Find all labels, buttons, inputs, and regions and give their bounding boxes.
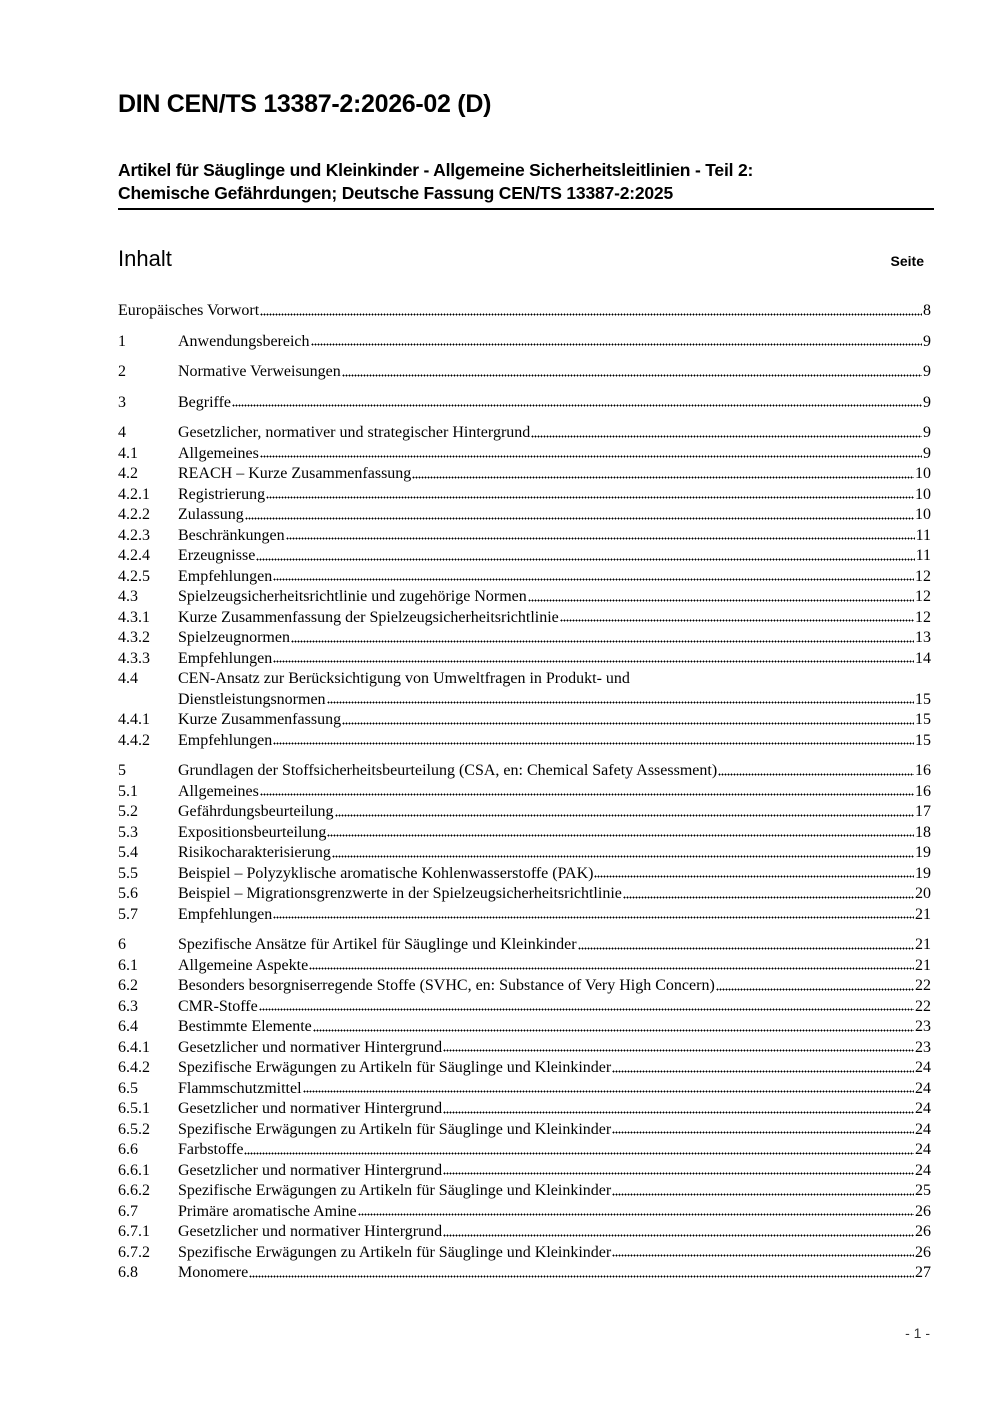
toc-entry-continuation[interactable] <box>118 690 931 711</box>
toc-entry-number: 4.1 <box>118 444 138 462</box>
toc-entry[interactable] <box>118 505 931 526</box>
toc-entry[interactable] <box>118 301 931 322</box>
toc-entry-number: 4.4.2 <box>118 731 150 749</box>
toc-entry-number: 5.6 <box>118 885 138 902</box>
toc-entry-number: 3 <box>118 393 126 411</box>
toc-entry-title-continued: Dienstleistungsnormen <box>178 690 326 708</box>
toc-entry[interactable] <box>118 567 931 588</box>
toc-dot-leader <box>612 1131 914 1135</box>
toc-entry-number: 4.2.2 <box>118 506 150 523</box>
toc-entry[interactable] <box>118 935 931 956</box>
toc-entry-number: 2 <box>118 363 126 380</box>
toc-entry-title: Begriffe <box>178 393 232 411</box>
toc-entry-page: 12 <box>915 588 931 605</box>
toc-entry-title: Gesetzlicher und normativer Hintergrund <box>178 1223 443 1240</box>
toc-dot-leader <box>412 476 914 480</box>
toc-dot-leader <box>327 834 914 838</box>
toc-entry[interactable] <box>118 464 931 485</box>
toc-dot-leader <box>623 896 914 900</box>
toc-entry-page: 25 <box>915 1182 931 1199</box>
toc-dot-leader <box>560 619 914 623</box>
toc-entry-number: 4.3 <box>118 588 138 605</box>
toc-entry[interactable] <box>118 905 931 926</box>
toc-entry-title: Spezifische Erwägungen zu Artikeln für Säuglinge und Kleinkinder <box>178 1059 612 1076</box>
toc-entry[interactable] <box>118 864 931 885</box>
toc-dot-leader <box>273 742 914 746</box>
toc-entry-title: Beispiel – Migrationsgrenzwerte in der Spielzeugsicherheitsrichtlinie <box>178 885 622 902</box>
toc-entry-title: Kurze Zusammenfassung der Spielzeugsicherheitsrichtlinie <box>178 608 559 626</box>
toc-entry-page: 11 <box>915 526 931 544</box>
toc-entry-page: 24 <box>915 1141 931 1158</box>
toc-entry-number: 6.6.2 <box>118 1182 150 1199</box>
table-of-contents <box>118 301 931 1284</box>
toc-entry-page: 26 <box>915 1202 931 1220</box>
toc-entry-number: 6.5.2 <box>118 1120 150 1138</box>
toc-entry[interactable] <box>118 1120 931 1141</box>
toc-dot-leader <box>273 578 914 582</box>
toc-entry[interactable] <box>118 669 931 690</box>
toc-entry-number: 4.2 <box>118 465 138 482</box>
toc-entry-title: CMR-Stoffe <box>178 997 258 1015</box>
toc-entry[interactable] <box>118 1202 931 1223</box>
toc-dot-leader <box>273 660 914 664</box>
toc-entry-page: 12 <box>915 608 931 626</box>
toc-entry[interactable] <box>118 332 931 353</box>
toc-entry-title: Farbstoffe <box>178 1141 244 1158</box>
toc-entry-number: 5.4 <box>118 844 138 861</box>
toc-dot-leader <box>273 916 914 920</box>
toc-dot-leader <box>260 793 914 797</box>
toc-entry-title: Spielzeugsicherheitsrichtlinie und zugehörige Normen <box>178 588 527 605</box>
toc-dot-leader <box>256 558 914 562</box>
toc-entry-title: Flammschutzmittel <box>178 1079 302 1097</box>
toc-entry-page: 19 <box>915 844 931 861</box>
toc-entry[interactable] <box>118 710 931 731</box>
toc-entry-title: Besonders besorgniserregende Stoffe (SVHC, en: Substance of Very High Concern) <box>178 977 715 994</box>
toc-entry-title: Gesetzlicher, normativer und strategischer Hintergrund <box>178 424 531 441</box>
toc-entry-page: 9 <box>923 363 931 380</box>
toc-entry-page: 16 <box>915 782 931 800</box>
toc-entry-page: 24 <box>915 1100 931 1117</box>
toc-entry[interactable] <box>118 1099 931 1120</box>
toc-entry-number: 4.2.3 <box>118 526 150 544</box>
toc-dot-leader <box>332 855 914 859</box>
toc-entry[interactable] <box>118 1058 931 1079</box>
toc-entry-title: Spezifische Erwägungen zu Artikeln für Säuglinge und Kleinkinder <box>178 1243 612 1261</box>
toc-entry-number: 4.3.1 <box>118 608 150 626</box>
toc-entry[interactable] <box>118 1161 931 1182</box>
toc-entry-page: 8 <box>923 302 931 319</box>
toc-entry[interactable] <box>118 1038 931 1059</box>
toc-dot-leader <box>335 814 914 818</box>
toc-entry-title: Empfehlungen <box>178 905 273 923</box>
toc-entry-page: 9 <box>923 393 931 411</box>
toc-entry[interactable] <box>118 362 931 383</box>
toc-entry-title: Gefährdungsbeurteilung <box>178 803 334 820</box>
toc-entry[interactable] <box>118 1263 931 1284</box>
toc-entry-title: Spielzeugnormen <box>178 629 290 646</box>
toc-entry-page: 24 <box>915 1059 931 1076</box>
toc-dot-leader <box>612 1193 914 1197</box>
toc-entry[interactable] <box>118 587 931 608</box>
toc-entry[interactable] <box>118 956 931 977</box>
toc-entry-title: Primäre aromatische Amine <box>178 1202 357 1220</box>
toc-dot-leader <box>716 988 914 992</box>
toc-entry-number: 6.2 <box>118 977 138 994</box>
toc-dot-leader <box>578 947 914 951</box>
toc-dot-leader <box>232 404 922 408</box>
toc-entry[interactable] <box>118 393 931 414</box>
toc-entry[interactable] <box>118 731 931 752</box>
toc-entry[interactable] <box>118 823 931 844</box>
toc-entry-number: 6.7.2 <box>118 1243 150 1261</box>
toc-dot-leader <box>313 1029 914 1033</box>
toc-entry-number: 4.2.5 <box>118 567 150 585</box>
toc-dot-leader <box>303 1090 914 1094</box>
document-subtitle <box>118 159 934 210</box>
toc-entry[interactable] <box>118 628 931 649</box>
toc-entry-page: 15 <box>915 711 931 728</box>
toc-entry-number: 6.6 <box>118 1141 138 1158</box>
toc-entry-title: Beschränkungen <box>178 526 285 544</box>
toc-entry-title: Gesetzlicher und normativer Hintergrund <box>178 1161 443 1179</box>
toc-entry[interactable] <box>118 884 931 905</box>
toc-entry-title: Allgemeines <box>178 782 259 800</box>
toc-dot-leader <box>291 640 914 644</box>
toc-entry-number: 4.2.1 <box>118 485 150 503</box>
toc-dot-leader <box>266 496 914 500</box>
toc-entry-page: 26 <box>915 1223 931 1240</box>
toc-entry-number: 4.2.4 <box>118 547 150 564</box>
toc-entry-number: 5.5 <box>118 864 138 882</box>
toc-entry-number: 6.7.1 <box>118 1223 150 1240</box>
toc-entry-title: Empfehlungen <box>178 731 273 749</box>
toc-dot-leader <box>327 701 914 705</box>
toc-entry-number: 4.3.2 <box>118 629 150 646</box>
toc-entry-title: Beispiel – Polyzyklische aromatische Kohlenwasserstoffe (PAK) <box>178 864 594 882</box>
toc-entry-page: 24 <box>915 1161 931 1179</box>
toc-entry-page: 12 <box>915 567 931 585</box>
toc-dot-leader <box>718 773 914 777</box>
toc-entry-page: 13 <box>915 629 931 646</box>
toc-entry-page: 15 <box>915 731 931 749</box>
toc-entry-page: 23 <box>915 1018 931 1035</box>
toc-entry-number: 6.1 <box>118 956 138 974</box>
subtitle-line-2: Chemische Gefährdungen; Deutsche Fassung CEN/TS 13387-2:2025 <box>118 183 673 203</box>
toc-heading: Inhalt <box>118 246 172 271</box>
toc-entry[interactable] <box>118 444 931 465</box>
toc-entry-title: Allgemeine Aspekte <box>178 956 309 974</box>
toc-entry-page: 10 <box>915 506 931 523</box>
toc-entry-page: 15 <box>915 690 931 708</box>
toc-entry[interactable] <box>118 526 931 547</box>
toc-entry[interactable] <box>118 843 931 864</box>
toc-entry-page: 9 <box>923 444 931 462</box>
toc-entry-page: 26 <box>915 1243 931 1261</box>
toc-dot-leader <box>249 1275 914 1279</box>
toc-entry[interactable] <box>118 761 931 782</box>
toc-entry-title: Empfehlungen <box>178 567 273 585</box>
toc-entry-page: 22 <box>915 977 931 994</box>
document-id: DIN CEN/TS 13387-2:2026-02 (D) <box>118 90 492 118</box>
toc-dot-leader <box>531 435 922 439</box>
toc-dot-leader <box>443 1234 914 1238</box>
toc-entry-number: 5 <box>118 762 126 779</box>
toc-entry-number: 5.7 <box>118 905 138 923</box>
toc-entry-page: 11 <box>915 547 931 564</box>
toc-entry-number: 5.1 <box>118 782 138 800</box>
toc-entry-title: Allgemeines <box>178 444 259 462</box>
toc-entry-title: Expositionsbeurteilung <box>178 823 327 841</box>
toc-dot-leader <box>358 1213 914 1217</box>
toc-entry-number: 6.5 <box>118 1079 138 1097</box>
toc-entry-title: Registrierung <box>178 485 266 503</box>
toc-entry[interactable] <box>118 976 931 997</box>
toc-entry-page: 24 <box>915 1120 931 1138</box>
toc-dot-leader <box>528 599 914 603</box>
toc-entry[interactable] <box>118 649 931 670</box>
toc-entry-title: Erzeugnisse <box>178 547 256 564</box>
toc-entry[interactable] <box>118 485 931 506</box>
toc-entry-page: 21 <box>915 936 931 953</box>
toc-dot-leader <box>443 1111 914 1115</box>
toc-entry-number: 6.3 <box>118 997 138 1015</box>
toc-entry-title: Anwendungsbereich <box>178 332 310 350</box>
toc-dot-leader <box>311 343 922 347</box>
toc-entry-page: 21 <box>915 956 931 974</box>
toc-dot-leader <box>443 1049 914 1053</box>
toc-dot-leader <box>594 875 914 879</box>
toc-entry-number: 4.4.1 <box>118 711 150 728</box>
toc-entry-number: 5.2 <box>118 803 138 820</box>
toc-entry[interactable] <box>118 423 931 444</box>
toc-entry-page: 10 <box>915 465 931 482</box>
toc-entry-title: Bestimmte Elemente <box>178 1018 312 1035</box>
toc-entry-number: 6.7 <box>118 1202 138 1220</box>
toc-entry-page: 18 <box>915 823 931 841</box>
toc-entry-title: Spezifische Ansätze für Artikel für Säuglinge und Kleinkinder <box>178 936 577 953</box>
toc-entry-number: 4 <box>118 424 126 441</box>
toc-entry-title: Normative Verweisungen <box>178 363 341 380</box>
toc-entry-title: Gesetzlicher und normativer Hintergrund <box>178 1038 443 1056</box>
toc-entry-page: 27 <box>915 1264 931 1281</box>
toc-dot-leader <box>260 313 922 317</box>
toc-dot-leader <box>259 1008 914 1012</box>
toc-entry-number: 6.4.2 <box>118 1059 150 1076</box>
toc-entry-title: REACH – Kurze Zusammenfassung <box>178 465 412 482</box>
toc-entry[interactable] <box>118 1079 931 1100</box>
toc-entry[interactable] <box>118 608 931 629</box>
toc-entry[interactable] <box>118 1017 931 1038</box>
toc-entry-title: Risikocharakterisierung <box>178 844 331 861</box>
toc-entry-page: 14 <box>915 649 931 667</box>
toc-dot-leader <box>612 1254 914 1258</box>
toc-entry-page: 9 <box>923 424 931 441</box>
toc-entry-title: Empfehlungen <box>178 649 273 667</box>
toc-page-label: Seite <box>890 253 924 269</box>
toc-dot-leader <box>342 374 922 378</box>
toc-entry[interactable] <box>118 1243 931 1264</box>
toc-entry[interactable] <box>118 782 931 803</box>
toc-entry-title: Spezifische Erwägungen zu Artikeln für Säuglinge und Kleinkinder <box>178 1182 612 1199</box>
toc-entry[interactable] <box>118 997 931 1018</box>
toc-entry-page: 16 <box>915 762 931 779</box>
toc-entry-title: Spezifische Erwägungen zu Artikeln für Säuglinge und Kleinkinder <box>178 1120 612 1138</box>
toc-entry-page: 21 <box>915 905 931 923</box>
toc-entry-page: 19 <box>915 864 931 882</box>
toc-entry-number: 6.4 <box>118 1018 138 1035</box>
toc-entry-title: Europäisches Vorwort <box>118 302 260 319</box>
toc-dot-leader <box>245 517 914 521</box>
toc-entry[interactable] <box>118 546 931 567</box>
toc-entry-page: 23 <box>915 1038 931 1056</box>
toc-entry-number: 6.4.1 <box>118 1038 150 1056</box>
toc-entry-number: 1 <box>118 332 126 350</box>
toc-entry-number: 6.6.1 <box>118 1161 150 1179</box>
toc-entry-page: 10 <box>915 485 931 503</box>
toc-entry-number: 4.4 <box>118 670 138 687</box>
toc-entry-page: 22 <box>915 997 931 1015</box>
toc-entry-number: 6 <box>118 936 126 953</box>
toc-entry-number: 5.3 <box>118 823 138 841</box>
toc-dot-leader <box>260 455 922 459</box>
toc-dot-leader <box>244 1152 914 1156</box>
page-number: - 1 - <box>905 1325 930 1341</box>
toc-entry-page: 20 <box>915 885 931 902</box>
toc-entry-title: CEN-Ansatz zur Berücksichtigung von Umweltfragen in Produkt- und <box>178 670 630 687</box>
toc-entry-page: 17 <box>915 803 931 820</box>
toc-entry-title: Grundlagen der Stoffsicherheitsbeurteilung (CSA, en: Chemical Safety Assessment) <box>178 762 718 779</box>
toc-entry-number: 4.3.3 <box>118 649 150 667</box>
toc-entry-page: 9 <box>923 332 931 350</box>
toc-entry-title: Monomere <box>178 1264 249 1281</box>
toc-entry[interactable] <box>118 802 931 823</box>
toc-entry-number: 6.8 <box>118 1264 138 1281</box>
toc-entry[interactable] <box>118 1140 931 1161</box>
toc-entry-title: Gesetzlicher und normativer Hintergrund <box>178 1100 443 1117</box>
toc-dot-leader <box>309 967 914 971</box>
toc-entry[interactable] <box>118 1181 931 1202</box>
toc-dot-leader <box>342 722 914 726</box>
toc-entry-title: Zulassung <box>178 506 244 523</box>
toc-entry-title: Kurze Zusammenfassung <box>178 711 342 728</box>
toc-dot-leader <box>443 1172 914 1176</box>
toc-entry[interactable] <box>118 1222 931 1243</box>
toc-entry-number: 6.5.1 <box>118 1100 150 1117</box>
toc-dot-leader <box>612 1070 914 1074</box>
subtitle-line-1: Artikel für Säuglinge und Kleinkinder - Allgemeine Sicherheitsleitlinien - Teil 2: <box>118 160 754 180</box>
toc-entry-page: 24 <box>915 1079 931 1097</box>
toc-dot-leader <box>286 537 915 541</box>
